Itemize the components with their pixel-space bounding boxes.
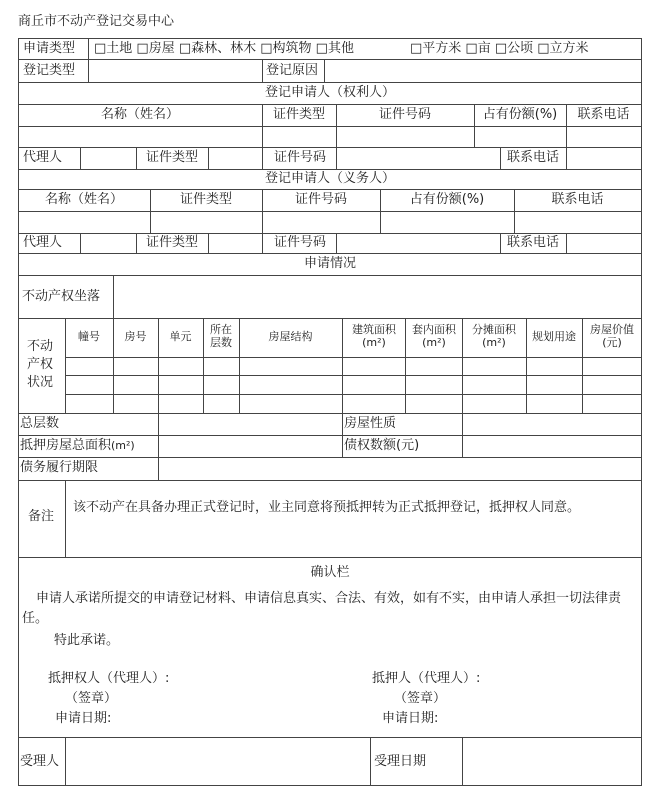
obligor-title: 登记申请人（义务人） [264, 171, 395, 186]
obligor-name-header: 名称（姓名） [44, 192, 123, 207]
rule [88, 38, 89, 82]
rule [18, 147, 642, 148]
rule [324, 59, 325, 82]
rule [18, 38, 19, 785]
col-built-area: 建筑面积(m²) [352, 323, 396, 349]
rule [65, 357, 642, 358]
obligor-phone-header: 联系电话 [551, 192, 604, 207]
rule [262, 147, 263, 169]
rule [18, 457, 642, 458]
col-inner-area: 套内面积(m²) [412, 323, 456, 349]
rule [18, 480, 642, 481]
rule [18, 104, 642, 105]
rule [462, 737, 463, 785]
handler-label: 受理人 [20, 754, 60, 769]
rule [18, 737, 642, 738]
confirm-statement: 申请人承诺所提交的申请登记材料、申请信息真实、合法、有效，如有不实，由申请人承担一切法律责任。 [22, 591, 622, 626]
rule [18, 211, 642, 212]
rule [18, 435, 642, 436]
col-shared-area: 分摊面积(m²) [472, 323, 516, 349]
rule [65, 394, 642, 395]
mortgagor-label: 抵押人（代理人）: [372, 671, 481, 686]
agent2-label: 代理人 [23, 235, 63, 250]
rule [18, 82, 642, 83]
rule [18, 126, 642, 127]
rule [405, 318, 406, 413]
unit-options[interactable]: □平方米 □亩 □公顷 □立方米 [410, 41, 589, 56]
rule [208, 147, 209, 169]
col-building: 幢号 [78, 330, 100, 343]
rule [566, 233, 567, 253]
rule [641, 38, 642, 785]
mortgagee-sign: （签章） [65, 691, 118, 706]
reg-reason-label: 登记原因 [266, 63, 319, 78]
rule [342, 413, 343, 457]
apply-type-options[interactable]: □土地 □房屋 □森林、林木 □构筑物 □其他 [94, 41, 354, 56]
apply-type-label: 申请类型 [23, 41, 76, 56]
rule [18, 233, 642, 234]
location-label: 不动产权坐落 [22, 289, 101, 304]
confirm-commit: 特此承诺。 [54, 633, 120, 648]
debt-term-label: 债务履行期限 [20, 460, 99, 475]
rule [18, 38, 642, 39]
col-room: 房号 [124, 330, 147, 343]
agent1-phone-label: 联系电话 [506, 150, 559, 165]
obligee-idtype-header: 证件类型 [272, 107, 325, 122]
agent1-idno-label: 证件号码 [274, 150, 327, 165]
rule [18, 189, 642, 190]
page-header: 商丘市不动产登记交易中心 [18, 14, 175, 29]
rule [18, 169, 642, 170]
rule [18, 59, 642, 60]
rule [336, 147, 337, 169]
agent2-idtype-label: 证件类型 [145, 235, 198, 250]
mortgagee-label: 抵押权人（代理人）: [48, 671, 170, 686]
rule [65, 375, 642, 376]
mortgagee-date: 申请日期: [55, 711, 112, 726]
rule [336, 233, 337, 253]
obligee-phone-header: 联系电话 [577, 107, 630, 122]
rule [342, 318, 343, 413]
agent2-idno-label: 证件号码 [274, 235, 327, 250]
rule [566, 147, 567, 169]
rule [80, 233, 81, 253]
col-unit: 单元 [169, 330, 192, 343]
rule [65, 737, 66, 785]
obligee-share-header: 占有份额(%) [482, 107, 558, 122]
confirm-title: 确认栏 [310, 565, 350, 580]
rule [462, 413, 463, 457]
agent1-idtype-label: 证件类型 [145, 150, 198, 165]
rule [370, 737, 371, 785]
reg-type-label: 登记类型 [23, 63, 76, 78]
rule [18, 318, 642, 319]
debt-amount-label: 债权数额(元) [344, 438, 420, 453]
mortgagor-sign: （签章） [394, 691, 447, 706]
col-usage: 规划用途 [532, 330, 576, 343]
obligee-idno-header: 证件号码 [378, 107, 431, 122]
rule [18, 253, 642, 254]
property-status-label: 不动产权状况 [27, 339, 54, 390]
rule [18, 275, 642, 276]
handle-date-label: 受理日期 [374, 754, 427, 769]
obligor-idno-header: 证件号码 [294, 192, 347, 207]
rule [262, 59, 263, 82]
rule [18, 557, 642, 558]
application-title: 申请情况 [303, 256, 356, 271]
agent2-phone-label: 联系电话 [506, 235, 559, 250]
rule [208, 233, 209, 253]
col-floor: 所在层数 [210, 323, 232, 349]
col-value: 房屋价值(元) [590, 323, 634, 349]
rule [203, 318, 204, 413]
rule [113, 275, 114, 318]
rule [18, 785, 642, 786]
rule [262, 233, 263, 253]
rule [582, 318, 583, 413]
rule [158, 413, 159, 480]
rule [18, 413, 642, 414]
agent1-label: 代理人 [23, 150, 63, 165]
obligor-idtype-header: 证件类型 [179, 192, 232, 207]
total-floors-label: 总层数 [20, 416, 60, 431]
remarks-label: 备注 [28, 509, 55, 524]
obligee-title: 登记申请人（权利人） [264, 85, 395, 100]
obligor-share-header: 占有份额(%) [409, 192, 485, 207]
mortgage-area-label: 抵押房屋总面积(m²) [20, 438, 135, 453]
rule [462, 318, 463, 413]
obligee-name-header: 名称（姓名） [100, 107, 179, 122]
remarks-text: 该不动产在具备办理正式登记时，业主同意将预抵押转为正式抵押登记，抵押权人同意。 [73, 500, 581, 515]
house-nature-label: 房屋性质 [344, 416, 397, 431]
rule [65, 480, 66, 557]
rule [80, 147, 81, 169]
mortgagor-date: 申请日期: [382, 711, 439, 726]
col-structure: 房屋结构 [268, 330, 313, 343]
